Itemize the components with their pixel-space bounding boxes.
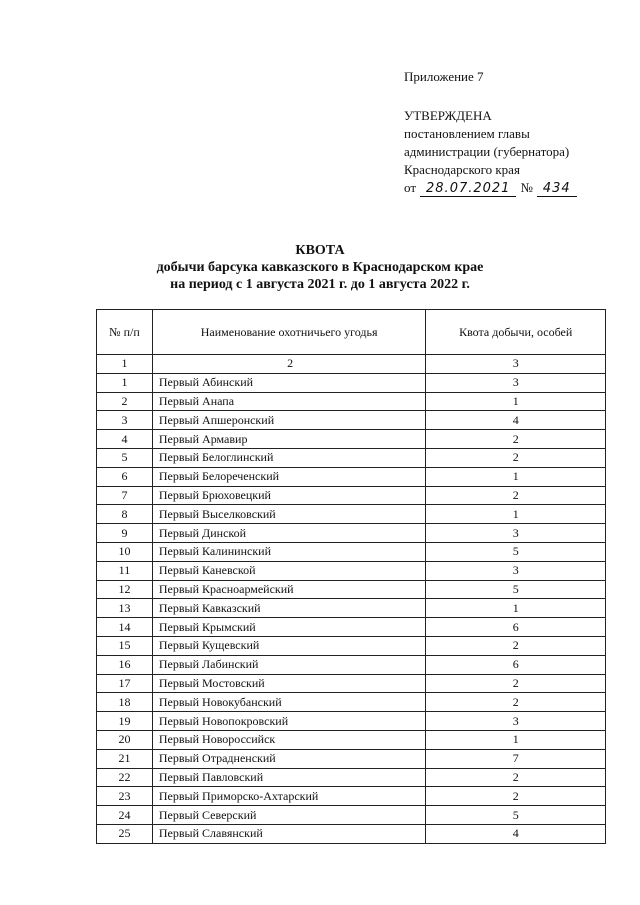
index-cell: 3 — [426, 355, 606, 374]
row-number-cell: 21 — [97, 749, 153, 768]
appendix-label: Приложение 7 — [404, 69, 484, 84]
row-number-cell: 2 — [97, 392, 153, 411]
row-number-cell: 5 — [97, 448, 153, 467]
row-number-cell: 11 — [97, 561, 153, 580]
row-name-cell: Первый Брюховецкий — [152, 486, 425, 505]
row-number-cell: 6 — [97, 467, 153, 486]
index-cell: 1 — [97, 355, 153, 374]
row-quota-cell: 2 — [426, 768, 606, 787]
approval-line-3: Краснодарского края — [404, 162, 520, 177]
approval-date-number-row — [404, 179, 634, 197]
title-line-3: на период с 1 августа 2021 г. до 1 августа 2022 г. — [170, 277, 470, 292]
row-number-cell: 16 — [97, 655, 153, 674]
row-number-cell: 25 — [97, 824, 153, 843]
row-quota-cell: 1 — [426, 505, 606, 524]
row-name-cell: Первый Динской — [152, 524, 425, 543]
table-row — [97, 524, 606, 543]
row-number-cell: 18 — [97, 693, 153, 712]
table-row — [97, 712, 606, 731]
from-label: от — [404, 180, 417, 195]
table-row — [97, 505, 606, 524]
row-number-cell: 19 — [97, 712, 153, 731]
header-quota: Квота добычи, особей — [426, 310, 606, 355]
row-number-cell: 23 — [97, 787, 153, 806]
row-quota-cell: 3 — [426, 524, 606, 543]
table-row — [97, 599, 606, 618]
row-number-cell: 10 — [97, 542, 153, 561]
table-header-row — [97, 310, 606, 355]
row-quota-cell: 7 — [426, 749, 606, 768]
row-name-cell: Первый Анапа — [152, 392, 425, 411]
row-number-cell: 17 — [97, 674, 153, 693]
table-row — [97, 749, 606, 768]
row-name-cell: Первый Лабинский — [152, 655, 425, 674]
row-name-cell: Первый Северский — [152, 806, 425, 825]
document-title — [0, 242, 640, 293]
row-number-cell: 24 — [97, 806, 153, 825]
table-row — [97, 561, 606, 580]
row-quota-cell: 6 — [426, 618, 606, 637]
row-quota-cell: 5 — [426, 580, 606, 599]
row-name-cell: Первый Новороссийск — [152, 730, 425, 749]
row-number-cell: 14 — [97, 618, 153, 637]
row-quota-cell: 1 — [426, 467, 606, 486]
table-row — [97, 430, 606, 449]
row-quota-cell: 2 — [426, 486, 606, 505]
quota-table — [96, 309, 606, 844]
title-line-1: КВОТА — [295, 243, 345, 258]
header-name: Наименование охотничьего угодья — [152, 310, 425, 355]
table-row — [97, 636, 606, 655]
number-label: № — [520, 180, 533, 195]
row-quota-cell: 3 — [426, 712, 606, 731]
approval-date: 28.07.2021 — [420, 181, 516, 197]
table-row — [97, 580, 606, 599]
row-name-cell: Первый Крымский — [152, 618, 425, 637]
table-row — [97, 730, 606, 749]
row-number-cell: 12 — [97, 580, 153, 599]
row-quota-cell: 2 — [426, 636, 606, 655]
row-quota-cell: 5 — [426, 806, 606, 825]
table-row — [97, 787, 606, 806]
approval-line-1: постановлением главы — [404, 126, 530, 141]
row-name-cell: Первый Белореченский — [152, 467, 425, 486]
row-name-cell: Первый Отрадненский — [152, 749, 425, 768]
row-quota-cell: 6 — [426, 655, 606, 674]
approval-block — [404, 68, 634, 197]
table-row — [97, 542, 606, 561]
row-quota-cell: 2 — [426, 430, 606, 449]
row-name-cell: Первый Выселковский — [152, 505, 425, 524]
index-cell: 2 — [152, 355, 425, 374]
row-quota-cell: 1 — [426, 599, 606, 618]
table-row — [97, 824, 606, 843]
row-name-cell: Первый Славянский — [152, 824, 425, 843]
table-row — [97, 618, 606, 637]
row-quota-cell: 5 — [426, 542, 606, 561]
row-quota-cell: 2 — [426, 674, 606, 693]
table-row — [97, 467, 606, 486]
row-number-cell: 8 — [97, 505, 153, 524]
row-name-cell: Первый Мостовский — [152, 674, 425, 693]
row-name-cell: Первый Калининский — [152, 542, 425, 561]
row-name-cell: Первый Новокубанский — [152, 693, 425, 712]
row-quota-cell: 2 — [426, 693, 606, 712]
row-name-cell: Первый Армавир — [152, 430, 425, 449]
table-row — [97, 448, 606, 467]
row-name-cell: Первый Кущевский — [152, 636, 425, 655]
row-quota-cell: 3 — [426, 373, 606, 392]
approval-number: 434 — [537, 181, 577, 197]
title-line-2: добычи барсука кавказского в Краснодарском крае — [156, 260, 484, 275]
table-row — [97, 486, 606, 505]
row-number-cell: 4 — [97, 430, 153, 449]
table-row — [97, 655, 606, 674]
row-name-cell: Первый Каневской — [152, 561, 425, 580]
row-number-cell: 13 — [97, 599, 153, 618]
header-number: № п/п — [97, 310, 153, 355]
row-number-cell: 9 — [97, 524, 153, 543]
table-row — [97, 806, 606, 825]
approved-heading: УТВЕРЖДЕНА — [404, 108, 492, 123]
row-name-cell: Первый Красноармейский — [152, 580, 425, 599]
row-number-cell: 3 — [97, 411, 153, 430]
row-quota-cell: 4 — [426, 824, 606, 843]
table-row — [97, 392, 606, 411]
row-quota-cell: 1 — [426, 392, 606, 411]
row-name-cell: Первый Приморско-Ахтарский — [152, 787, 425, 806]
row-quota-cell: 2 — [426, 787, 606, 806]
row-quota-cell: 3 — [426, 561, 606, 580]
row-number-cell: 7 — [97, 486, 153, 505]
table-row — [97, 373, 606, 392]
approval-line-2: администрации (губернатора) — [404, 144, 570, 159]
row-name-cell: Первый Новопокровский — [152, 712, 425, 731]
row-number-cell: 1 — [97, 373, 153, 392]
row-number-cell: 22 — [97, 768, 153, 787]
table-row — [97, 768, 606, 787]
row-number-cell: 20 — [97, 730, 153, 749]
row-quota-cell: 4 — [426, 411, 606, 430]
row-name-cell: Первый Апшеронский — [152, 411, 425, 430]
row-quota-cell: 1 — [426, 730, 606, 749]
table-row — [97, 693, 606, 712]
table-row — [97, 674, 606, 693]
row-name-cell: Первый Павловский — [152, 768, 425, 787]
row-name-cell: Первый Абинский — [152, 373, 425, 392]
row-number-cell: 15 — [97, 636, 153, 655]
row-name-cell: Первый Кавказский — [152, 599, 425, 618]
row-quota-cell: 2 — [426, 448, 606, 467]
table-row — [97, 411, 606, 430]
column-index-row — [97, 355, 606, 374]
row-name-cell: Первый Белоглинский — [152, 448, 425, 467]
